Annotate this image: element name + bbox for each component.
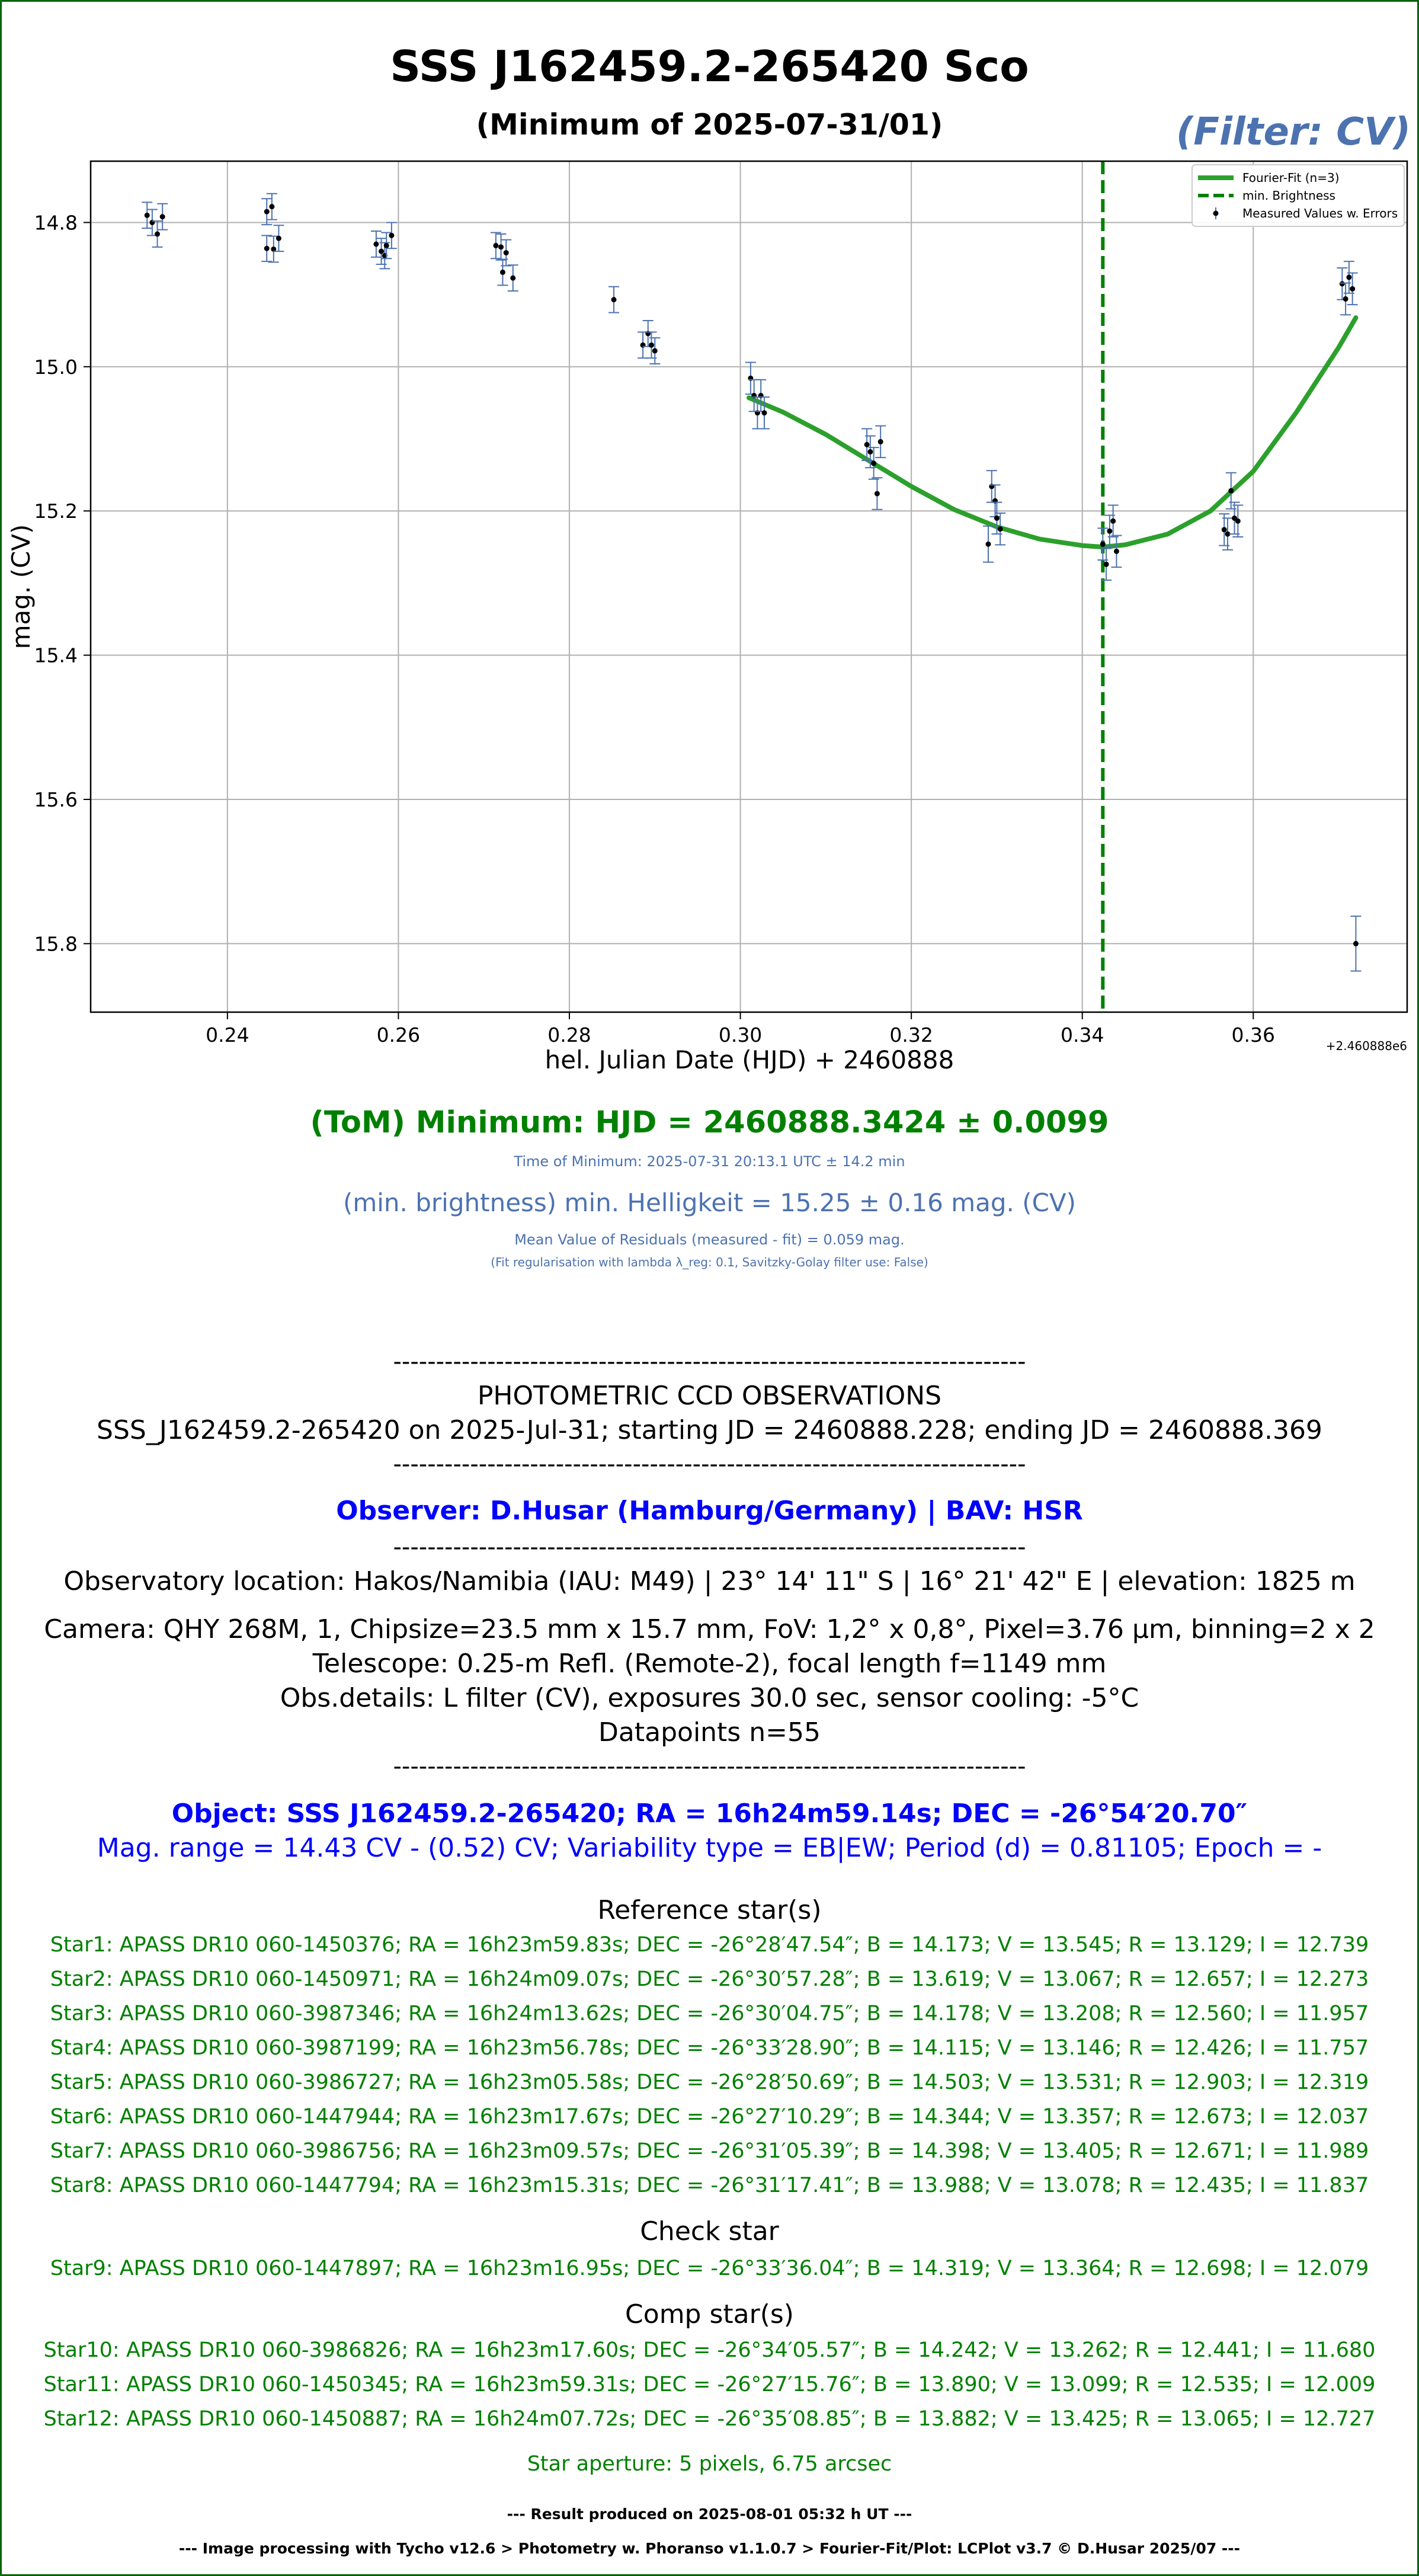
fourier-fit-line	[749, 318, 1356, 547]
data-point	[157, 204, 168, 230]
x-tick-label: 0.30	[718, 1023, 763, 1047]
reference-stars-heading: Reference star(s)	[597, 1895, 822, 1925]
point-marker	[611, 297, 617, 302]
y-tick-label: 14.8	[34, 211, 78, 235]
point-marker	[264, 209, 270, 215]
comp-star-3: Star12: APASS DR10 060-1450887; RA = 16h24m07.72s; DEC = -26°35′08.85″; B = 13.882; V = 13.425; R = 13.065; I = 12.727	[43, 2407, 1376, 2431]
check-star-heading: Check star	[640, 2216, 779, 2247]
observer-line: Observer: D.Husar (Hamburg/Germany) | BAV: HSR	[336, 1496, 1083, 1526]
legend-point-swatch	[1213, 211, 1219, 216]
separator: --------------------------------------------------------------------------	[393, 1348, 1026, 1375]
point-marker	[276, 236, 281, 241]
point-marker	[867, 449, 873, 455]
chart-subtitle: (Minimum of 2025-07-31/01)	[476, 108, 943, 142]
point-marker	[1114, 549, 1119, 554]
regularisation-note: (Fit regularisation with lambda λ_reg: 0.1, Savitzky-Golay filter use: False)	[491, 1255, 928, 1269]
axes	[34, 161, 1407, 1047]
y-tick-label: 15.2	[34, 500, 78, 523]
reference-star-2: Star2: APASS DR10 060-1450971; RA = 16h24m09.07s; DEC = -26°30′57.28″; B = 13.619; V = 13.067; R = 12.657; I = 12.273	[50, 1967, 1369, 1991]
reference-star-1: Star1: APASS DR10 060-1450376; RA = 16h23m59.83s; DEC = -26°28′47.54″; B = 14.173; V = 13.545; R = 13.129; I = 12.739	[50, 1933, 1369, 1957]
data-point	[267, 194, 277, 220]
filter-label: (Filter: CV)	[1176, 110, 1411, 154]
x-axis-label: hel. Julian Date (HJD) + 2460888	[544, 1045, 954, 1074]
reference-star-6: Star6: APASS DR10 060-1447944; RA = 16h23m17.67s; DEC = -26°27′10.29″; B = 14.344; V = 13.357; R = 12.673; I = 12.037	[50, 2105, 1369, 2129]
data-point	[638, 332, 648, 358]
point-marker	[493, 243, 498, 248]
data-points	[142, 194, 1361, 971]
data-point	[1111, 536, 1122, 568]
point-marker	[1100, 542, 1106, 547]
check-star: Star9: APASS DR10 060-1447897; RA = 16h23m16.95s; DEC = -26°33′36.04″; B = 14.319; V = 13.364; R = 12.698; I = 12.079	[50, 2257, 1369, 2280]
point-marker	[1222, 527, 1227, 532]
comp-star-2: Star11: APASS DR10 060-1450345; RA = 16h23m59.31s; DEC = -26°27′15.76″; B = 13.890; V = 13.099; R = 12.535; I = 12.009	[43, 2373, 1376, 2396]
time-of-minimum: Time of Minimum: 2025-07-31 20:13.1 UTC ± 14.2 min	[514, 1153, 905, 1170]
point-marker	[373, 241, 379, 247]
data-point	[261, 235, 272, 261]
y-tick-label: 15.4	[34, 644, 78, 667]
point-marker	[1104, 562, 1109, 567]
pipeline-note: --- Image processing with Tycho v12.6 > Photometry w. Phoranso v1.1.0.7 > Fourier-Fit/Plot: LCPlot v3.7 © D.Husar 2025/07 ---	[178, 2540, 1241, 2557]
point-marker	[871, 460, 876, 466]
point-marker	[1340, 281, 1345, 286]
comp-star-1: Star10: APASS DR10 060-3986826; RA = 16h23m17.60s; DEC = -26°34′05.57″; B = 14.242; V = 13.262; R = 12.441; I = 11.680	[43, 2338, 1376, 2362]
legend	[1192, 165, 1404, 226]
x-tick-label: 0.34	[1060, 1023, 1104, 1047]
x-tick-label: 0.26	[376, 1023, 421, 1047]
report-heading: PHOTOMETRIC CCD OBSERVATIONS	[477, 1381, 942, 1411]
reference-star-8: Star8: APASS DR10 060-1447794; RA = 16h23m15.31s; DEC = -26°31′17.41″; B = 13.988; V = 13.078; R = 12.435; I = 11.837	[50, 2174, 1369, 2197]
camera-info: Camera: QHY 268M, 1, Chipsize=23.5 mm x 15.7 mm, FoV: 1,2° x 0,8°, Pixel=3.76 µm, binning=2 x 2	[44, 1614, 1375, 1644]
grid	[91, 161, 1407, 1012]
legend-entry: Fourier-Fit (n=3)	[1242, 171, 1340, 185]
x-tick-label: 0.32	[889, 1023, 933, 1047]
chart-title: SSS J162459.2-265420 Sco	[390, 41, 1029, 91]
point-marker	[264, 246, 270, 251]
separator: --------------------------------------------------------------------------	[393, 1534, 1026, 1561]
fit-layer	[749, 318, 1356, 547]
comp-stars-heading: Comp star(s)	[625, 2299, 794, 2329]
observatory-location: Observatory location: Hakos/Namibia (IAU: M49) | 23° 14' 11" S | 16° 21' 42" E | elevation: 1825 m	[63, 1566, 1356, 1596]
point-marker	[875, 491, 880, 497]
reference-star-4: Star4: APASS DR10 060-3987199; RA = 16h23m56.78s; DEC = -26°33′28.90″; B = 14.115; V = 13.146; R = 12.426; I = 11.757	[50, 2036, 1369, 2060]
point-marker	[1353, 941, 1359, 946]
separator: --------------------------------------------------------------------------	[393, 1753, 1026, 1780]
data-point	[508, 265, 518, 291]
point-marker	[864, 442, 870, 447]
point-marker	[998, 526, 1003, 532]
object-line: Object: SSS J162459.2-265420; RA = 16h24m59.14s; DEC = -26°54′20.70″	[171, 1799, 1248, 1829]
data-point	[872, 478, 882, 510]
point-marker	[379, 249, 384, 254]
reference-star-7: Star7: APASS DR10 060-3986756; RA = 16h23m09.57s; DEC = -26°31′05.39″; B = 14.398; V = 13.405; R = 12.671; I = 11.989	[50, 2139, 1369, 2163]
data-point	[875, 426, 886, 458]
data-point	[983, 526, 994, 562]
session-info: SSS_J162459.2-265420 on 2025-Jul-31; starting JD = 2460888.228; ending JD = 2460888.369	[97, 1415, 1322, 1445]
light-curve-chart	[0, 0, 1419, 1079]
point-marker	[160, 214, 165, 219]
star-aperture: Star aperture: 5 pixels, 6.75 arcsec	[527, 2452, 892, 2476]
point-marker	[498, 244, 504, 249]
point-marker	[389, 233, 394, 238]
data-point	[152, 221, 163, 247]
reference-star-5: Star5: APASS DR10 060-3986727; RA = 16h23m05.58s; DEC = -26°28′50.69″; B = 14.503; V = 13.531; R = 12.903; I = 12.319	[50, 2071, 1369, 2094]
data-point	[608, 287, 619, 313]
y-tick-label: 15.6	[34, 788, 78, 811]
data-point	[261, 199, 272, 225]
point-marker	[155, 231, 160, 236]
point-marker	[269, 204, 274, 209]
point-marker	[994, 516, 1000, 521]
point-marker	[1228, 488, 1234, 494]
point-marker	[500, 270, 505, 275]
separator: --------------------------------------------------------------------------	[393, 1451, 1026, 1478]
point-marker	[145, 213, 150, 218]
point-marker	[504, 250, 509, 255]
point-marker	[652, 348, 658, 354]
point-marker	[986, 542, 991, 547]
point-marker	[1110, 519, 1116, 524]
point-marker	[1107, 529, 1112, 534]
plot-frame	[91, 161, 1407, 1012]
mag-range-line: Mag. range = 14.43 CV - (0.52) CV; Variability type = EB|EW; Period (d) = 0.81105; Epoch = -	[97, 1833, 1322, 1863]
point-marker	[1350, 286, 1355, 292]
datapoints: Datapoints n=55	[598, 1717, 821, 1748]
obs-details: Obs.details: L filter (CV), exposures 30.0 sec, sensor cooling: -5°C	[280, 1683, 1139, 1713]
legend-entry: Measured Values w. Errors	[1242, 206, 1398, 220]
tom-minimum: (ToM) Minimum: HJD = 2460888.3424 ± 0.0099	[310, 1105, 1109, 1140]
x-offset-label: +2.460888e6	[1325, 1039, 1407, 1053]
point-marker	[761, 410, 767, 415]
y-tick-label: 15.8	[34, 932, 78, 956]
telescope-info: Telescope: 0.25-m Refl. (Remote-2), focal length f=1149 mm	[312, 1649, 1107, 1679]
produced-note: --- Result produced on 2025-08-01 05:32 h UT ---	[507, 2505, 912, 2523]
point-marker	[1235, 519, 1241, 524]
point-marker	[1346, 274, 1351, 280]
reference-star-3: Star3: APASS DR10 060-3987346; RA = 16h24m13.62s; DEC = -26°30′04.75″; B = 14.178; V = 13.208; R = 12.560; I = 11.957	[50, 2002, 1369, 2025]
y-axis-label: mag. (CV)	[7, 524, 36, 649]
point-marker	[649, 343, 654, 348]
x-tick-label: 0.28	[547, 1023, 591, 1047]
legend-entry: min. Brightness	[1242, 188, 1335, 203]
point-marker	[384, 243, 389, 248]
residuals: Mean Value of Residuals (measured - fit) = 0.059 mag.	[514, 1231, 905, 1248]
y-tick-label: 15.0	[34, 355, 78, 379]
min-brightness: (min. brightness) min. Helligkeit = 15.25 ± 0.16 mag. (CV)	[342, 1188, 1077, 1217]
x-tick-label: 0.24	[206, 1023, 249, 1047]
point-marker	[510, 276, 515, 281]
x-tick-label: 0.36	[1231, 1023, 1276, 1047]
point-marker	[1343, 296, 1348, 302]
point-marker	[878, 439, 883, 444]
